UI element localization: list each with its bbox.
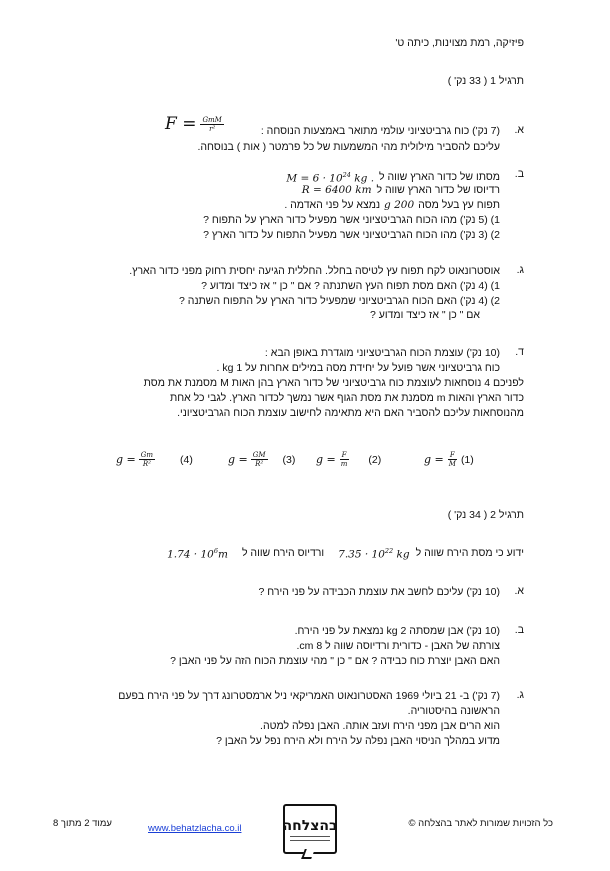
earth-mass-value: $M = 6 \cdot 10^{24}$ kg . bbox=[286, 171, 375, 185]
section-1d-text-3: לפניכם 4 נוסחאות לעוצמת כוח גרביטציוני של כדור הארץ בהן האות M מסמנת את מסת bbox=[143, 377, 524, 389]
earth-mass-text: מסתו של כדור הארץ שווה ל bbox=[379, 170, 500, 183]
option-3-den: R² bbox=[255, 460, 264, 468]
option-1-den: M bbox=[448, 460, 456, 468]
exercise-2-title: תרגיל 2 ( 34 נק' ) bbox=[447, 509, 524, 521]
section-2c-label: ג. bbox=[516, 689, 524, 701]
formula-denominator: r² bbox=[209, 124, 216, 133]
formula-fraction bbox=[200, 116, 223, 133]
section-2c-text-2: הראשונה בהיסטוריה. bbox=[407, 705, 500, 717]
earth-radius-text: רדיוסו של כדור הארץ שווה ל bbox=[376, 184, 500, 196]
section-2b-text-2: צורתה של האבן - כדורית ורדיוסה שווה ל 8 cm. bbox=[296, 640, 500, 652]
section-1b-label: ב. bbox=[514, 168, 524, 180]
section-2c-text-4: מדוע במהלך הניסוי האבן נפלה על הירח ולא הירח נפל על האבן ? bbox=[216, 735, 500, 747]
section-2a-text: (10 נק') עליכם לחשב את עוצמת הכבידה על פני הירח ? bbox=[258, 586, 500, 598]
option-2-lhs: g = bbox=[316, 453, 336, 466]
apple-mass-line bbox=[284, 198, 500, 213]
section-1d-text-1: (10 נק') עוצמת הכוח הגרביטציוני מוגדרת באופן הבא : bbox=[264, 347, 500, 359]
apple-mass-text-b: נמצא על פני האדמה . bbox=[284, 199, 381, 211]
moon-radius-text: ורדיוס הירח שווה ל bbox=[241, 546, 325, 559]
option-1 bbox=[424, 451, 478, 468]
section-1c-text: אוסטרונאוט לקח תפוח עץ לטיסה בחלל. החללית הגיעה יחסית רחוק מפני כדור הארץ. bbox=[129, 265, 500, 277]
formula-numerator: GmM bbox=[202, 115, 222, 124]
moon-data-line bbox=[167, 544, 524, 563]
section-1a-text-2: עליכם להסביר מילולית מהי המשמעות של כל פרמטר ( אות ) בנוסחה. bbox=[197, 141, 500, 153]
section-1c-label: ג. bbox=[516, 264, 524, 276]
question-1b-2: 2) (3 נק') מהו הכוח הגרביטציוני אשר מפעיל התפוח על כדור הארץ ? bbox=[203, 229, 500, 241]
option-4 bbox=[116, 451, 197, 468]
earth-radius-line bbox=[302, 183, 500, 198]
question-1c-2b: אם " כן " אז כיצד ומדוע ? bbox=[369, 309, 480, 321]
section-2b-text-3: האם האבן יוצרת כוח כבידה ? אם " כן " מהי עוצמת הכוח הזה על פני האבן ? bbox=[170, 655, 500, 667]
exercise-1-title: תרגיל 1 ( 33 נק' ) bbox=[447, 75, 524, 87]
question-1c-2: 2) (4 נק') האם הכוח הגרביטציוני שמפעיל כדור הארץ על התפוח השתנה ? bbox=[179, 295, 500, 307]
option-3 bbox=[228, 451, 299, 468]
option-1-lhs: g = bbox=[424, 453, 444, 466]
moon-mass-value: $7.35 \cdot 10^{22}$ kg bbox=[338, 547, 410, 561]
footer-copyright: כל הזכויות שמורות לאתר בהצלחה © bbox=[408, 818, 553, 829]
section-2a-label: א. bbox=[514, 585, 524, 597]
option-3-fraction bbox=[251, 451, 268, 468]
option-3-num: GM bbox=[252, 451, 266, 459]
gravity-formula bbox=[165, 114, 224, 134]
page-header: פיזיקה, רמת מצוינות, כיתה ט' bbox=[395, 37, 524, 49]
moon-mass-text: ידוע כי מסת הירח שווה ל bbox=[415, 546, 524, 559]
section-2b-label: ב. bbox=[514, 624, 524, 636]
question-1b-1: 1) (5 נק') מהו הכוח הגרביטציוני אשר מפעיל כדור הארץ על התפוח ? bbox=[203, 214, 500, 226]
behatzlacha-logo bbox=[283, 804, 337, 854]
logo-text: בהצלחה bbox=[282, 817, 338, 834]
footer-website-link[interactable] bbox=[148, 818, 241, 836]
section-1a-label: א. bbox=[514, 124, 524, 136]
section-1d-text-2: כוח גרביטציוני אשר פועל על יחידת מסה במילים אחרות על 1 kg . bbox=[216, 362, 500, 374]
page-number-text: עמוד 2 מתוך 8 bbox=[53, 818, 112, 829]
apple-mass-value: g 200 bbox=[384, 199, 415, 211]
option-1-num: F bbox=[449, 451, 455, 459]
option-2-number: (2) bbox=[368, 453, 382, 466]
option-4-fraction bbox=[139, 451, 155, 468]
option-2-fraction bbox=[339, 451, 350, 468]
logo-speech-tail bbox=[301, 849, 315, 859]
option-4-den: R² bbox=[142, 460, 151, 468]
section-2c-text-3: הוא הרים אבן מפני הירח ועזב אותה. האבן נפלה למטה. bbox=[260, 720, 500, 732]
section-1d-text-5: מהנוסחאות עליכם להסביר האם היא מתאימה לחישוב עוצמת הכוח הגרביטציוני. bbox=[177, 407, 524, 419]
footer-page-number bbox=[53, 818, 112, 829]
option-3-lhs: g = bbox=[228, 453, 248, 466]
moon-radius-value: $1.74 \cdot 10^6m$ bbox=[167, 547, 228, 561]
section-1d-label: ד. bbox=[515, 346, 524, 358]
website-link-text[interactable]: www.behatzlacha.co.il bbox=[148, 823, 242, 834]
option-1-fraction bbox=[447, 451, 458, 468]
option-1-number: (1) bbox=[460, 453, 474, 466]
option-2-num: F bbox=[341, 451, 347, 459]
option-3-number: (3) bbox=[282, 453, 296, 466]
section-1a-text: (7 נק') כוח גרביטציוני עולמי מתואר באמצעות הנוסחה : bbox=[260, 125, 500, 137]
section-1d-text-4: כדור הארץ והאות m מסמנת את מסת הגוף אשר נמשך לכדור הארץ. לגבי כל אחת bbox=[169, 392, 524, 404]
earth-radius-value: R = 6400 km bbox=[301, 184, 372, 196]
section-2b-text-1: (10 נק') אבן שמסתה 2 kg נמצאת על פני הירח. bbox=[294, 625, 500, 637]
logo-underline bbox=[290, 836, 330, 841]
option-2 bbox=[316, 451, 385, 468]
option-4-number: (4) bbox=[180, 453, 193, 466]
option-4-num: Gm bbox=[140, 451, 153, 459]
formula-lhs: F = bbox=[165, 114, 197, 134]
option-4-lhs: g = bbox=[116, 453, 136, 466]
section-2c-text-1: (7 נק') ב- 21 ביולי 1969 האסטרונאוט האמריקאי ניל ארמסטרונג דרך על פני הירח בפעם bbox=[118, 690, 500, 702]
apple-mass-text-a: תפוח עץ בעל מסה bbox=[418, 199, 500, 211]
option-2-den: m bbox=[340, 460, 348, 468]
question-1c-1: 1) (4 נק') האם מסת תפוח העץ השתנתה ? אם " כן " אז כיצד ומדוע ? bbox=[201, 280, 500, 292]
